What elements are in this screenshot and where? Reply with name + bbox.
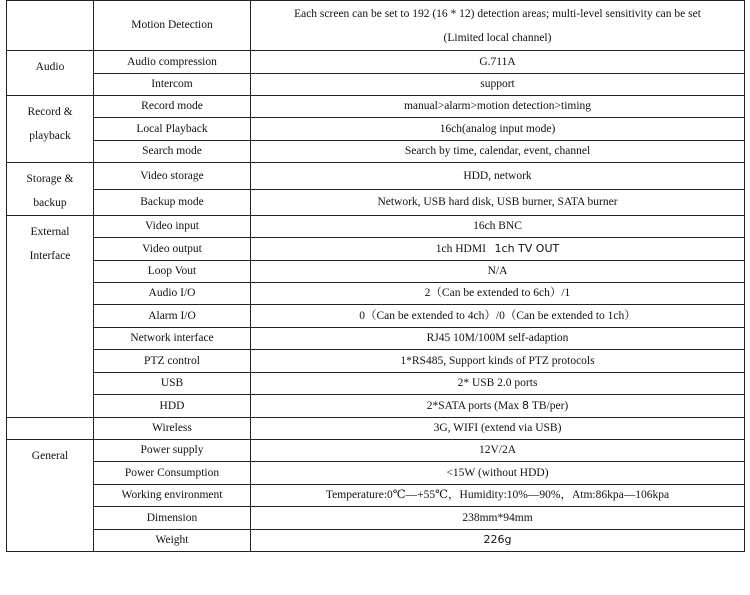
row-value-video-input: 16ch BNC <box>251 216 745 238</box>
table-row <box>7 440 745 462</box>
category-external-interface-line1: External <box>30 226 70 238</box>
table-row <box>7 328 745 350</box>
row-label-loop-vout: Loop Vout <box>94 261 251 283</box>
row-value-weight: 226g <box>251 530 745 552</box>
table-row <box>7 485 745 507</box>
table-row <box>7 163 745 190</box>
row-value-record-mode: manual>alarm>motion detection>timing <box>251 96 745 118</box>
row-label-wireless: Wireless <box>94 418 251 440</box>
table-row <box>7 96 745 118</box>
table-row <box>7 283 745 305</box>
row-value-motion-detection <box>251 1 745 51</box>
row-label-dimension: Dimension <box>94 507 251 530</box>
row-label-audio-io: Audio I/O <box>94 283 251 305</box>
category-record-playback-line1: Record & <box>27 106 73 118</box>
row-value-wireless: 3G, WIFI (extend via USB) <box>251 418 745 440</box>
row-value-intercom: support <box>251 74 745 96</box>
category-external-interface-line2: Interface <box>29 250 71 262</box>
row-label-power-consumption: Power Consumption <box>94 462 251 485</box>
row-value-dimension: 238mm*94mm <box>251 507 745 530</box>
row-label-working-environment: Working environment <box>94 485 251 507</box>
row-value-audio-io: 2（Can be extended to 6ch）/1 <box>251 283 745 305</box>
category-record-playback-line2: playback <box>29 130 71 142</box>
row-value-network-interface: RJ45 10M/100M self-adaption <box>251 328 745 350</box>
table-row <box>7 1 745 51</box>
row-value-working-environment: Temperature:0℃—+55℃，Humidity:10%—90%，Atm:86kpa—106kpa <box>251 485 745 507</box>
table-row <box>7 418 745 440</box>
table-row <box>7 190 745 216</box>
table-row <box>7 507 745 530</box>
motion-detection-value-line2: (Limited local channel) <box>443 31 552 44</box>
row-label-weight: Weight <box>94 530 251 552</box>
table-row <box>7 462 745 485</box>
row-value-alarm-io: 0（Can be extended to 4ch）/0（Can be extended to 1ch） <box>251 305 745 328</box>
row-label-motion-detection: Motion Detection <box>94 1 251 51</box>
category-cell-empty <box>7 418 94 440</box>
row-label-backup-mode: Backup mode <box>94 190 251 216</box>
spec-table <box>6 0 745 552</box>
row-label-video-input: Video input <box>94 216 251 238</box>
table-row <box>7 216 745 238</box>
row-label-ptz-control: PTZ control <box>94 350 251 373</box>
table-row <box>7 141 745 163</box>
row-value-local-playback: 16ch(analog input mode) <box>251 118 745 141</box>
row-value-loop-vout: N/A <box>251 261 745 283</box>
table-row <box>7 261 745 283</box>
table-row <box>7 530 745 552</box>
row-value-backup-mode: Network, USB hard disk, USB burner, SATA burner <box>251 190 745 216</box>
table-row <box>7 373 745 395</box>
row-value-hdd <box>251 395 745 418</box>
row-label-hdd: HDD <box>94 395 251 418</box>
row-label-audio-compression: Audio compression <box>94 51 251 74</box>
row-label-local-playback: Local Playback <box>94 118 251 141</box>
hdd-value-number: 8 <box>521 398 529 412</box>
row-label-power-supply: Power supply <box>94 440 251 462</box>
video-output-hdmi: 1ch HDMI <box>435 242 486 255</box>
table-row <box>7 305 745 328</box>
row-value-power-supply: 12V/2A <box>251 440 745 462</box>
row-value-power-consumption: <15W (without HDD) <box>251 462 745 485</box>
category-audio <box>7 51 94 96</box>
row-label-network-interface: Network interface <box>94 328 251 350</box>
category-storage-backup <box>7 163 94 216</box>
category-audio-label: Audio <box>35 61 65 73</box>
category-cell-empty <box>7 1 94 51</box>
row-value-usb: 2* USB 2.0 ports <box>251 373 745 395</box>
row-label-record-mode: Record mode <box>94 96 251 118</box>
category-storage-backup-line2: backup <box>33 197 67 209</box>
hdd-value-suffix: TB/per) <box>531 399 569 412</box>
row-label-intercom: Intercom <box>94 74 251 96</box>
category-general <box>7 440 94 552</box>
row-label-usb: USB <box>94 373 251 395</box>
row-value-video-output <box>251 238 745 261</box>
motion-detection-value-line1: Each screen can be set to 192 (16 * 12) detection areas; multi-level sensitivity can be set <box>294 7 701 20</box>
row-label-video-storage: Video storage <box>94 163 251 190</box>
table-row <box>7 395 745 418</box>
table-row <box>7 74 745 96</box>
table-row <box>7 238 745 261</box>
table-row <box>7 350 745 373</box>
hdd-value-prefix: 2*SATA ports (Max <box>426 399 520 412</box>
category-record-playback <box>7 96 94 163</box>
row-label-alarm-io: Alarm I/O <box>94 305 251 328</box>
row-value-video-storage: HDD, network <box>251 163 745 190</box>
category-general-label: General <box>31 450 69 462</box>
table-row <box>7 118 745 141</box>
category-storage-backup-line1: Storage & <box>26 173 74 185</box>
row-value-audio-compression: G.711A <box>251 51 745 74</box>
row-value-search-mode: Search by time, calendar, event, channel <box>251 141 745 163</box>
video-output-tv-out: 1ch TV OUT <box>494 241 560 255</box>
row-label-search-mode: Search mode <box>94 141 251 163</box>
row-value-ptz-control: 1*RS485, Support kinds of PTZ protocols <box>251 350 745 373</box>
table-row <box>7 51 745 74</box>
category-external-interface <box>7 216 94 418</box>
row-label-video-output: Video output <box>94 238 251 261</box>
